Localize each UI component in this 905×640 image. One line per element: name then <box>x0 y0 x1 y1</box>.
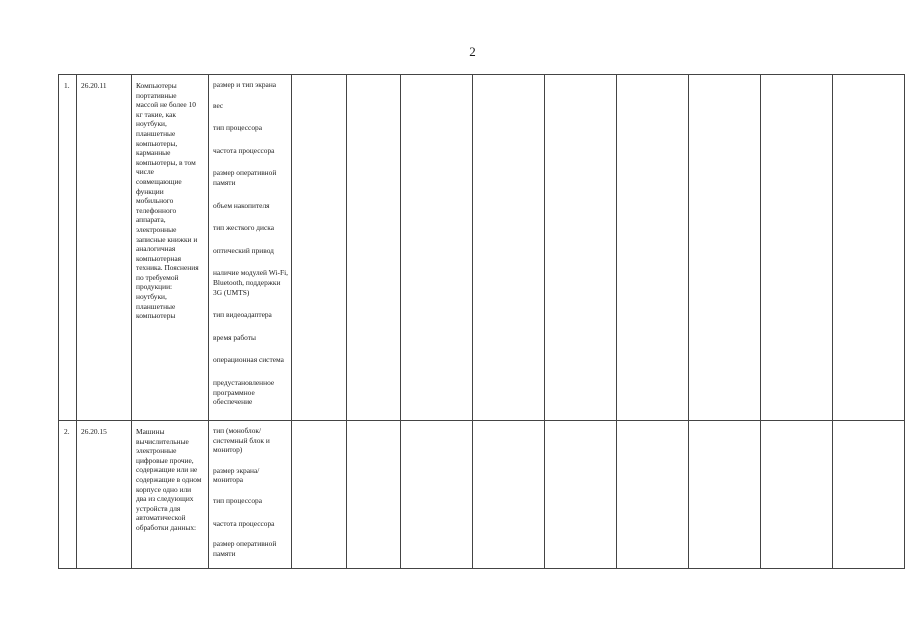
empty-cell <box>545 75 617 421</box>
empty-cell <box>761 421 833 569</box>
characteristic: операционная система <box>213 355 284 365</box>
characteristic: размер экрана/монитора <box>213 465 260 485</box>
page-number: 2 <box>469 44 476 59</box>
characteristic: оптический привод <box>213 245 274 255</box>
product-name: Машины вычислительные электронные цифровые прочие, содержащие или не содержащие в одном корпусе одно или два из следующих устройств для автоматической обработки данных: <box>132 421 209 569</box>
empty-cell <box>347 75 401 421</box>
empty-cell <box>761 75 833 421</box>
characteristic: размер оперативной памяти <box>213 539 277 558</box>
characteristic: вес <box>213 100 224 110</box>
characteristic: тип процессора <box>213 495 262 505</box>
empty-cell <box>347 421 401 569</box>
empty-cell <box>401 421 473 569</box>
empty-cell <box>833 75 905 421</box>
characteristics-list <box>209 75 292 421</box>
row-number: 2. <box>59 421 77 569</box>
characteristic: тип (моноблок/ системный блок и монитор) <box>213 426 270 455</box>
empty-cell <box>473 421 545 569</box>
characteristic: объем накопителя <box>213 200 270 210</box>
okpd-code: 26.20.11 <box>77 75 132 421</box>
characteristic: предустановленное программное обеспечение <box>213 377 275 407</box>
empty-cell <box>292 75 347 421</box>
characteristic: время работы <box>213 332 256 342</box>
table-row <box>59 75 905 421</box>
characteristic: наличие модулей Wi-Fi, Bluetooth, поддержки 3G (UMTS) <box>213 268 289 297</box>
empty-cell <box>545 421 617 569</box>
row-number: 1. <box>59 75 77 421</box>
empty-cell <box>401 75 473 421</box>
characteristic: тип видеоадаптера <box>213 310 272 320</box>
characteristic: тип процессора <box>213 123 262 133</box>
characteristic: тип жесткого диска <box>213 223 275 233</box>
table-row <box>59 421 905 569</box>
okpd-code: 26.20.15 <box>77 421 132 569</box>
empty-cell <box>292 421 347 569</box>
characteristic: размер оперативной памяти <box>213 168 277 187</box>
characteristic: размер и тип экрана <box>213 80 277 89</box>
characteristics-list <box>209 421 292 569</box>
empty-cell <box>617 421 689 569</box>
empty-cell <box>689 75 761 421</box>
empty-cell <box>473 75 545 421</box>
empty-cell <box>833 421 905 569</box>
requirements-table <box>58 74 905 569</box>
characteristic: частота процессора <box>213 145 275 155</box>
characteristic: частота процессора <box>213 518 275 528</box>
empty-cell <box>689 421 761 569</box>
empty-cell <box>617 75 689 421</box>
product-name: Компьютеры портативные массой не более 10 кг такие, как ноутбуки, планшетные компьютеры, карманные компьютеры, в том числе совмещающие функции мобильного телефонного аппарата, электронные записные книжки и аналогичная компьютерная техника. Пояснения по требуемой продукции: ноутбуки, планшетные компьютеры <box>132 75 209 421</box>
